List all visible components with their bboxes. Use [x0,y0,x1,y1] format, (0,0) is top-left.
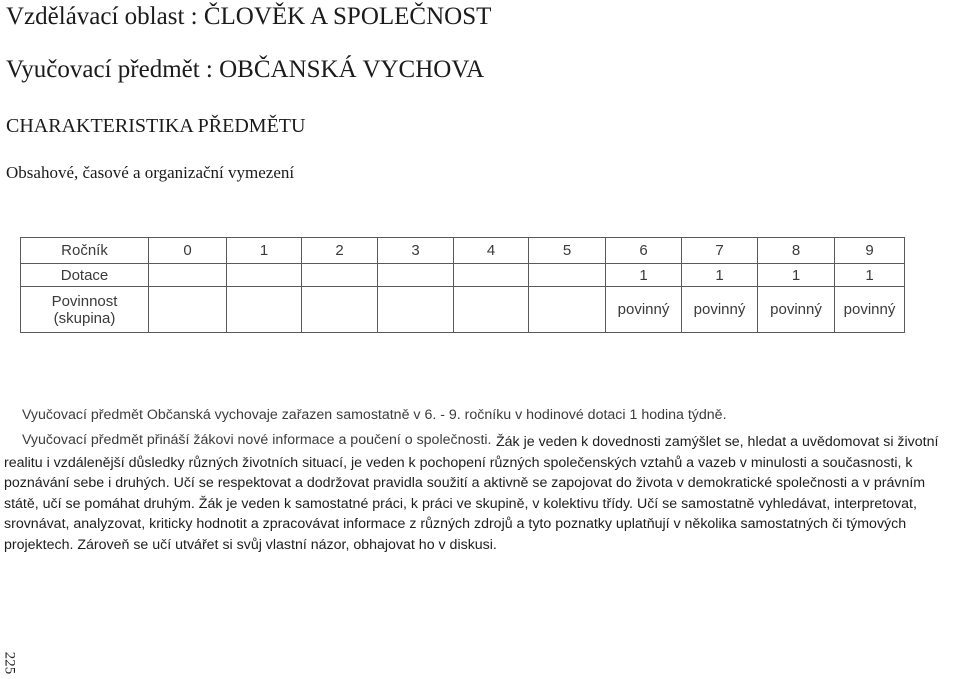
heading-scope: Obsahové, časové a organizační vymezení [6,163,295,182]
povinnost-cell: povinný [758,287,835,333]
povinnost-cell [529,287,606,333]
heading-educational-area: Vzdělávací oblast : ČLOVĚK A SPOLEČNOST [6,3,492,30]
intro-line-2: Vyučovací předmět přináší žákovi nové informace a poučení o společnosti. [22,432,492,448]
dotace-cell: 1 [682,264,758,287]
povinnost-cell [302,287,378,333]
dotace-cell: 1 [758,264,835,287]
grade-cell: 2 [302,238,378,264]
grade-row [21,238,905,264]
dotace-row [21,264,905,287]
grade-cell: 8 [758,238,835,264]
grade-cell: 0 [149,238,227,264]
grade-cell: 1 [227,238,302,264]
povinnost-label: Povinnost (skupina) [21,287,149,333]
povinnost-cell: povinný [682,287,758,333]
dotace-cell [227,264,302,287]
heading-characteristic: CHARAKTERISTIKA PŘEDMĚTU [6,115,306,137]
grade-cell: 6 [606,238,682,264]
grade-cell: 9 [835,238,905,264]
povinnost-cell [454,287,529,333]
grade-cell: 4 [454,238,529,264]
povinnost-cell: povinný [835,287,905,333]
dotace-cell [302,264,378,287]
heading-subject: Vyučovací předmět : OBČANSKÁ VYCHOVA [6,56,485,83]
povinnost-cell: povinný [606,287,682,333]
dotace-cell: 1 [606,264,682,287]
intro-line-1: Vyučovací předmět Občanská vychovaje zařazen samostatně v 6. - 9. ročníku v hodinové dotaci 1 hodina týdně. [22,407,727,423]
dotace-cell [529,264,606,287]
dotace-cell [378,264,454,287]
dotace-cell: 1 [835,264,905,287]
povinnost-row [21,287,905,333]
povinnost-cell [378,287,454,333]
grade-cell: 7 [682,238,758,264]
hours-table [20,237,905,333]
dotace-cell [454,264,529,287]
povinnost-cell [227,287,302,333]
povinnost-cell [149,287,227,333]
grade-label: Ročník [21,238,149,264]
dotace-label: Dotace [21,264,149,287]
dotace-cell [149,264,227,287]
grade-cell: 5 [529,238,606,264]
body-paragraph: Žák je veden k dovednosti zamýšlet se, hledat a uvědomovat si životní realitu i vzdálenější důsledky různých životních situací, je veden k pochopení různých společenských vztahů a vazeb v minulosti a současnosti, k poznávání sebe i druhých. Učí se respektovat a dodržovat pravidla soužití a aktivně se zapojovat do života v demokratické společnosti a v právním státě, učí se pomáhat druhým. Žák je veden k samostatné práci, k práci ve skupině, v kolektivu třídy. Učí se samostatně vyhledávat, interpretovat, srovnávat, analyzovat, kriticky hodnotit a zpracovávat informace z různých zdrojů a tyto poznatky uplatňují v několika samostatných či týmových projektech. Zároveň se učí utvářet si svůj vlastní názor, obhajovat ho v diskusi. [4,434,939,553]
grade-cell: 3 [378,238,454,264]
page-number: 225 [1,651,18,675]
